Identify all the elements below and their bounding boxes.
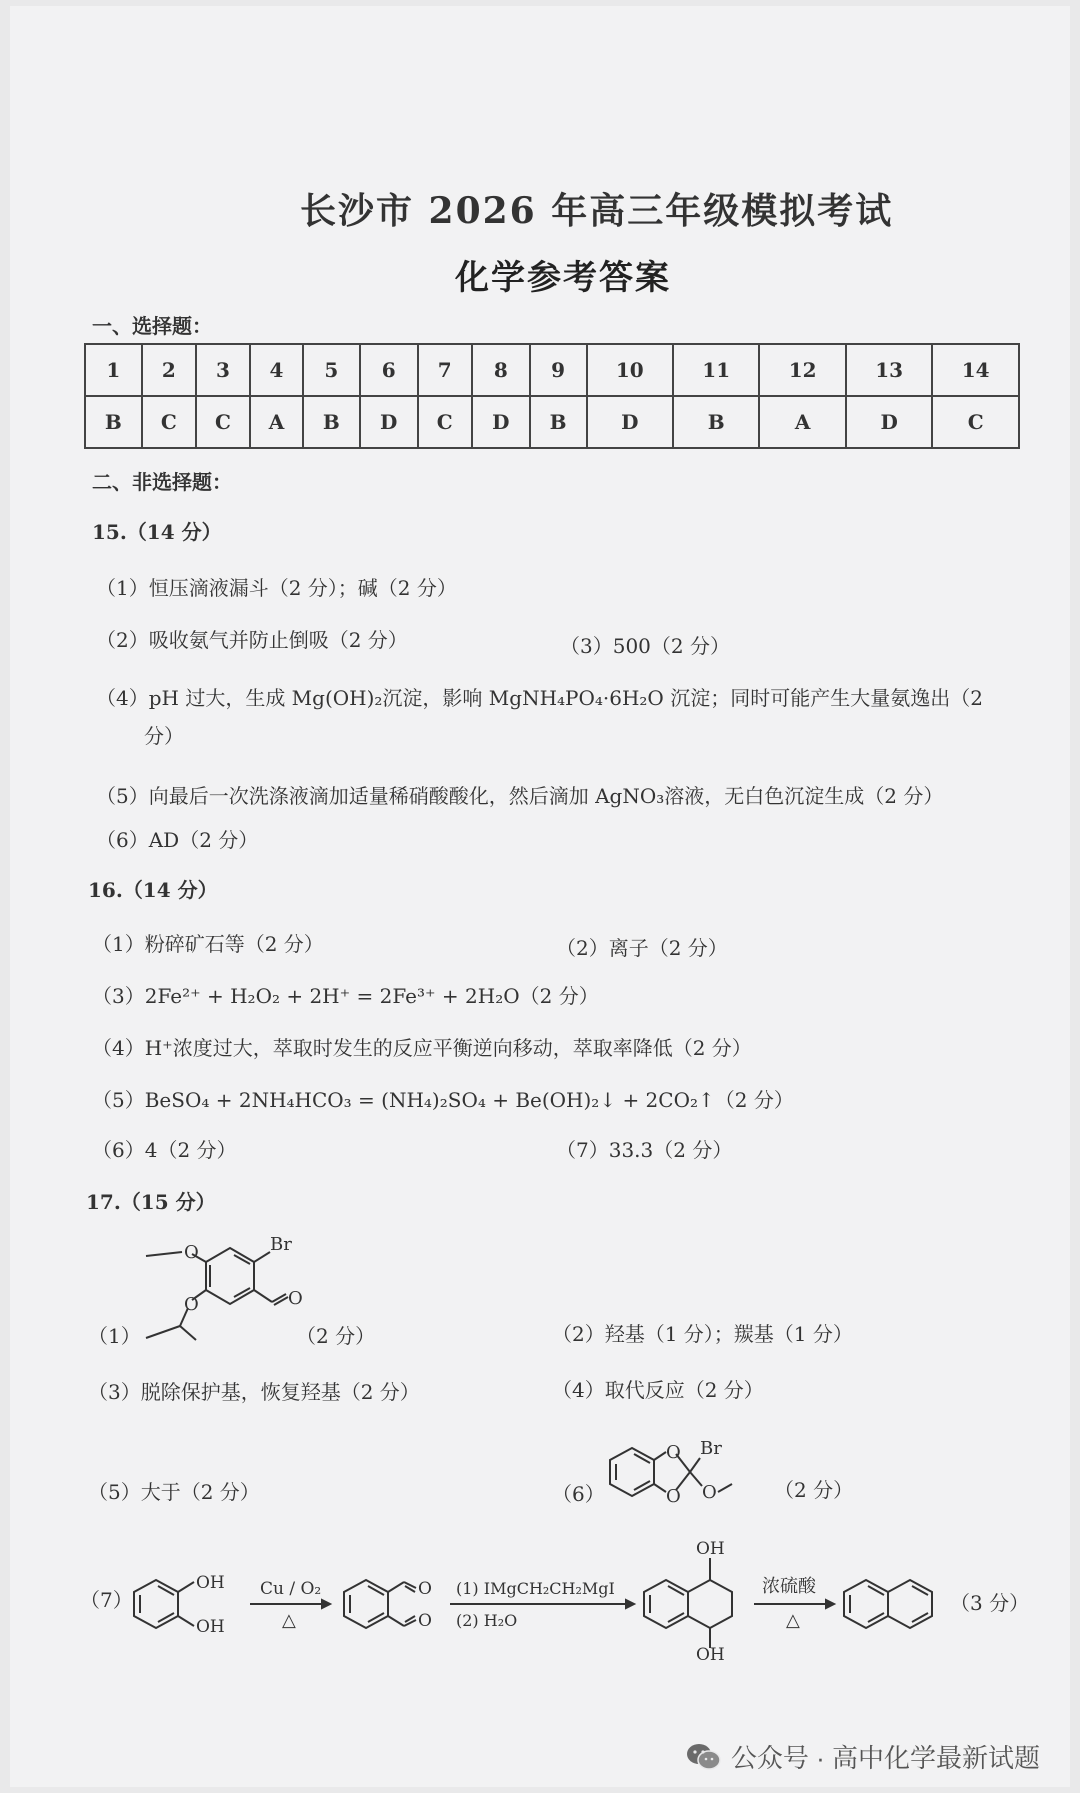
section-choice-label: 一、选择题： xyxy=(92,314,212,338)
answer-cell: D xyxy=(846,396,932,448)
q16-answer-2: （2）离子（2 分） xyxy=(556,936,728,960)
answer-cell: A xyxy=(250,396,303,448)
aldehyde-o-label-1: O xyxy=(418,1579,432,1599)
question-number-cell: 4 xyxy=(250,344,303,396)
hydroxyl-label-c1: OH xyxy=(696,1539,725,1559)
question-number-cell: 2 xyxy=(142,344,196,396)
exam-title: 长沙市 2026 年高三年级模拟考试 xyxy=(300,190,894,232)
question-number-row xyxy=(85,344,1019,396)
q16-answer-5: （5）BeSO₄ + 2NH₄HCO₃ = (NH₄)₂SO₄ + Be(OH)₂↓ + 2CO₂↑（2 分） xyxy=(92,1088,794,1112)
question-number-cell: 14 xyxy=(932,344,1019,396)
watermark-text: 公众号 · 高中化学最新试题 xyxy=(730,1743,1040,1773)
q17-answer-5: （5）大于（2 分） xyxy=(88,1480,260,1504)
question-number-cell: 13 xyxy=(846,344,932,396)
q16-heading: 16.（14 分） xyxy=(88,878,218,902)
condition-1-bottom: △ xyxy=(282,1610,296,1631)
oxygen-label-1: O xyxy=(184,1242,199,1263)
question-number-cell: 5 xyxy=(303,344,360,396)
oxygen-label-3: O xyxy=(288,1288,303,1309)
aldehyde-o-label-2: O xyxy=(418,1611,432,1631)
q17-heading: 17.（15 分） xyxy=(86,1190,216,1214)
question-number-cell: 12 xyxy=(759,344,845,396)
q15-answer-1: （1）恒压滴液漏斗（2 分）；碱（2 分） xyxy=(96,576,457,600)
q17-answer-2: （2）羟基（1 分）；羰基（1 分） xyxy=(552,1322,853,1346)
q15-heading: 15.（14 分） xyxy=(92,520,222,544)
condition-1-top: Cu / O₂ xyxy=(260,1579,322,1599)
bromine-label: Br xyxy=(270,1234,292,1255)
question-number-cell: 6 xyxy=(360,344,418,396)
q15-answer-4-cont: 分） xyxy=(144,724,184,748)
watermark xyxy=(685,1738,1040,1775)
q16-answer-1: （1）粉碎矿石等（2 分） xyxy=(92,932,324,956)
choice-answer-table xyxy=(84,343,1020,449)
wechat-icon xyxy=(685,1742,721,1772)
question-number-cell: 10 xyxy=(587,344,673,396)
oxygen-label-methoxy: O xyxy=(702,1482,717,1503)
q17-answer-1-score: （2 分） xyxy=(296,1324,376,1348)
q15-answer-3: （3）500（2 分） xyxy=(560,634,730,658)
question-number-cell: 8 xyxy=(472,344,530,396)
q16-answer-7: （7）33.3（2 分） xyxy=(556,1138,733,1162)
q17-synthesis-route xyxy=(126,1520,1046,1665)
q15-answer-4: （4）pH 过大，生成 Mg(OH)₂沉淀，影响 MgNH₄PO₄·6H₂O 沉淀；同时可能产生大量氨逸出（2 xyxy=(96,686,983,710)
answer-cell: C xyxy=(142,396,196,448)
q17-answer-1-label: （1） xyxy=(88,1324,141,1348)
q17-answer-6-score: （2 分） xyxy=(774,1478,854,1502)
hydroxyl-label-a2: OH xyxy=(196,1617,225,1637)
q17-answer-7-score: （3 分） xyxy=(950,1591,1030,1615)
q17-answer-4: （4）取代反应（2 分） xyxy=(552,1378,764,1402)
question-number-cell: 3 xyxy=(196,344,250,396)
oxygen-label-ring-bottom: O xyxy=(666,1486,681,1507)
q15-answer-5: （5）向最后一次洗涤液滴加适量稀硝酸酸化，然后滴加 AgNO₃溶液，无白色沉淀生成（2 分） xyxy=(96,784,944,808)
answer-cell: C xyxy=(418,396,472,448)
answer-row xyxy=(85,396,1019,448)
answer-cell: B xyxy=(530,396,587,448)
q17-answer-6-label: （6） xyxy=(552,1482,605,1506)
question-number-cell: 9 xyxy=(530,344,587,396)
q17-structure-6 xyxy=(600,1422,780,1522)
answer-cell: B xyxy=(673,396,759,448)
q17-answer-3: （3）脱除保护基，恢复羟基（2 分） xyxy=(88,1380,420,1404)
oxygen-label-ring-top: O xyxy=(666,1442,681,1463)
q17-structure-1 xyxy=(130,1228,303,1348)
question-number-cell: 1 xyxy=(85,344,142,396)
answer-cell: B xyxy=(85,396,142,448)
question-number-cell: 7 xyxy=(418,344,472,396)
answer-cell: B xyxy=(303,396,360,448)
oxygen-label-2: O xyxy=(184,1294,199,1315)
q15-answer-6: （6）AD（2 分） xyxy=(96,828,259,852)
answer-subtitle: 化学参考答案 xyxy=(455,258,671,298)
q16-answer-4: （4）H⁺浓度过大，萃取时发生的反应平衡逆向移动，萃取率降低（2 分） xyxy=(92,1036,752,1060)
condition-2-top: (1) IMgCH₂CH₂MgI xyxy=(456,1579,615,1598)
answer-cell: D xyxy=(472,396,530,448)
answer-cell: D xyxy=(587,396,673,448)
bromine-label-6: Br xyxy=(700,1438,722,1459)
q16-answer-6: （6）4（2 分） xyxy=(92,1138,237,1162)
q17-answer-7-label: （7） xyxy=(80,1588,133,1612)
condition-3-bottom: △ xyxy=(786,1610,800,1631)
q15-answer-2: （2）吸收氨气并防止倒吸（2 分） xyxy=(96,628,408,652)
answer-cell: D xyxy=(360,396,418,448)
answer-cell: C xyxy=(932,396,1019,448)
hydroxyl-label-c2: OH xyxy=(696,1645,725,1665)
condition-2-bottom: (2) H₂O xyxy=(456,1611,518,1630)
answer-cell: A xyxy=(759,396,845,448)
question-number-cell: 11 xyxy=(673,344,759,396)
hydroxyl-label-a1: OH xyxy=(196,1573,225,1593)
section-nonchoice-label: 二、非选择题： xyxy=(92,470,232,494)
condition-3-top: 浓硫酸 xyxy=(762,1576,816,1597)
answer-cell: C xyxy=(196,396,250,448)
q16-answer-3: （3）2Fe²⁺ + H₂O₂ + 2H⁺ = 2Fe³⁺ + 2H₂O（2 分） xyxy=(92,984,599,1008)
